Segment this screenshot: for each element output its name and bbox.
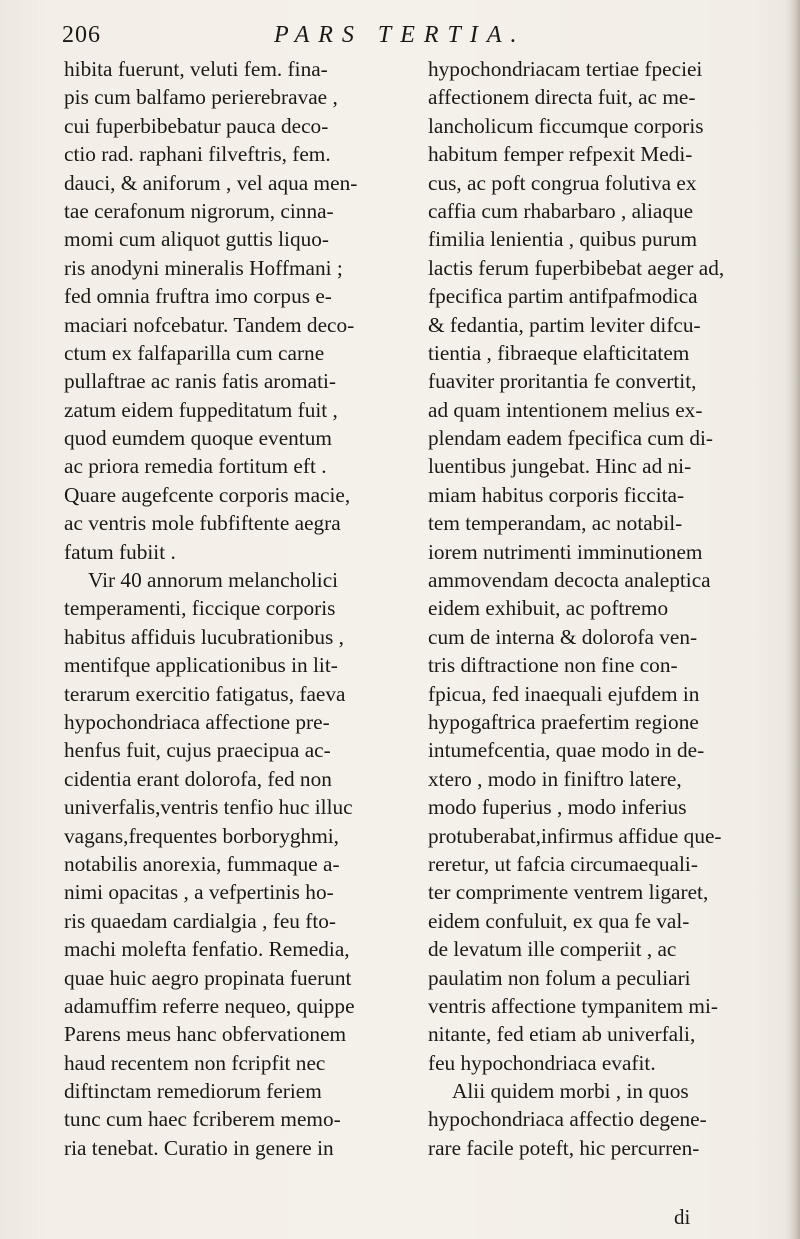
text-line: pullaftrae ac ranis fatis aromati- bbox=[64, 369, 336, 394]
catchword: di bbox=[674, 1205, 691, 1229]
text-line: tris diftractione non fine con- bbox=[428, 653, 678, 678]
text-line: fpicua, fed inaequali ejufdem in bbox=[428, 681, 700, 706]
text-line: fatum fubiit . bbox=[64, 539, 176, 564]
text-line: habitum femper refpexit Medi- bbox=[428, 142, 693, 167]
text-line: rare facile poteft, hic percurren- bbox=[428, 1135, 700, 1160]
text-line: lancholicum ficcumque corporis bbox=[428, 113, 704, 138]
text-line: fuaviter proritantia fe convertit, bbox=[428, 369, 697, 394]
text-line: cidentia erant dolorofa, fed non bbox=[64, 766, 332, 791]
text-line: fed omnia fruftra imo corpus e- bbox=[64, 284, 332, 309]
text-line: notabilis anorexia, fummaque a- bbox=[64, 851, 340, 876]
text-line: miam habitus corporis ficcita- bbox=[428, 482, 685, 507]
page-number: 206 bbox=[62, 22, 101, 48]
text-line: intumefcentia, quae modo in de- bbox=[428, 738, 705, 763]
text-line: ctum ex falfaparilla cum carne bbox=[64, 340, 325, 365]
text-line: reretur, ut fafcia circumaequali- bbox=[428, 851, 698, 876]
text-line: ac priora remedia fortitum eft . bbox=[64, 454, 327, 479]
text-line: dauci, & aniforum , vel aqua men- bbox=[64, 170, 358, 195]
text-line: hypochondriaca affectio degene- bbox=[428, 1107, 707, 1132]
text-line: lactis ferum fuperbibebat aeger ad, bbox=[428, 255, 725, 280]
text-line: eidem confuluit, ex qua fe val- bbox=[428, 908, 690, 933]
left-column bbox=[64, 55, 404, 1162]
text-line: eidem exhibuit, ac poftremo bbox=[428, 596, 669, 621]
text-line: iorem nutrimenti imminutionem bbox=[428, 539, 703, 564]
text-line: plendam eadem fpecifica cum di- bbox=[428, 426, 714, 451]
text-line: Quare augefcente corporis macie, bbox=[64, 482, 351, 507]
right-column bbox=[428, 55, 780, 1162]
text-line: henfus fuit, cujus praecipua ac- bbox=[64, 738, 331, 763]
text-line: protuberabat,infirmus affidue que- bbox=[428, 823, 722, 848]
text-line: Parens meus hanc obfervationem bbox=[64, 1022, 347, 1047]
text-line: temperamenti, ficcique corporis bbox=[64, 596, 336, 621]
text-line: diftinctam remediorum feriem bbox=[64, 1079, 322, 1104]
text-line: ris anodyni mineralis Hoffmani ; bbox=[64, 255, 343, 280]
text-line: hypogaftrica praefertim regione bbox=[428, 709, 699, 734]
text-line: ad quam intentionem melius ex- bbox=[428, 397, 703, 422]
text-line: ctio rad. raphani filveftris, fem. bbox=[64, 142, 331, 167]
text-line: affectionem directa fuit, ac me- bbox=[428, 85, 696, 110]
text-line: momi cum aliquot guttis liquo- bbox=[64, 227, 330, 252]
text-line: modo fuperius , modo inferius bbox=[428, 795, 687, 820]
text-line: nimi opacitas , a vefpertinis ho- bbox=[64, 880, 334, 905]
text-line: hypochondriaca affectione pre- bbox=[64, 709, 330, 734]
text-line: ris quaedam cardialgia , feu fto- bbox=[64, 908, 337, 933]
text-line: tunc cum haec fcriberem memo- bbox=[64, 1107, 341, 1132]
text-line: ammovendam decocta analeptica bbox=[428, 568, 711, 593]
text-line: ria tenebat. Curatio in genere in bbox=[64, 1135, 334, 1160]
text-line: cui fuperbibebatur pauca deco- bbox=[64, 113, 329, 138]
text-line: Alii quidem morbi , in quos bbox=[452, 1079, 689, 1104]
text-line: maciari nofcebatur. Tandem deco- bbox=[64, 312, 355, 337]
text-line: paulatim non folum a peculiari bbox=[428, 965, 691, 990]
text-line: de levatum ille comperiit , ac bbox=[428, 937, 677, 962]
text-line: tem temperandam, ac notabil- bbox=[428, 511, 683, 536]
text-line: hibita fuerunt, veluti fem. fina- bbox=[64, 57, 328, 81]
text-line: quod eumdem quoque eventum bbox=[64, 426, 332, 451]
running-head: PARS TERTIA. bbox=[274, 22, 526, 48]
text-line: ventris affectione tympanitem mi- bbox=[428, 993, 718, 1018]
text-line: zatum eidem fuppeditatum fuit , bbox=[64, 397, 338, 422]
page-header bbox=[62, 22, 752, 58]
text-line: cum de interna & dolorofa ven- bbox=[428, 624, 698, 649]
text-line: tae cerafonum nigrorum, cinna- bbox=[64, 198, 334, 223]
text-line: luentibus jungebat. Hinc ad ni- bbox=[428, 454, 692, 479]
text-line: adamuffim referre nequeo, quippe bbox=[64, 993, 355, 1018]
text-line: vagans,frequentes borboryghmi, bbox=[64, 823, 340, 848]
text-line: fpecifica partim antifpafmodica bbox=[428, 284, 698, 309]
text-line: ter comprimente ventrem ligaret, bbox=[428, 880, 709, 905]
text-line: tientia , fibraeque elafticitatem bbox=[428, 340, 690, 365]
text-line: pis cum balfamo perierebravae , bbox=[64, 85, 338, 110]
text-line: mentifque applicationibus in lit- bbox=[64, 653, 338, 678]
text-line: cus, ac poft congrua folutiva ex bbox=[428, 170, 697, 195]
text-line: xtero , modo in finiftro latere, bbox=[428, 766, 682, 791]
text-line: caffia cum rhabarbaro , aliaque bbox=[428, 198, 694, 223]
text-line: quae huic aegro propinata fuerunt bbox=[64, 965, 352, 990]
text-line: univerfalis,ventris tenfio huc illuc bbox=[64, 795, 353, 820]
text-line: habitus affiduis lucubrationibus , bbox=[64, 624, 344, 649]
text-line: machi molefta fenfatio. Remedia, bbox=[64, 937, 350, 962]
text-line: ac ventris mole fubfiftente aegra bbox=[64, 511, 341, 536]
text-line: Vir 40 annorum melancholici bbox=[88, 568, 339, 593]
text-line: terarum exercitio fatigatus, faeva bbox=[64, 681, 346, 706]
text-line: fimilia lenientia , quibus purum bbox=[428, 227, 698, 252]
text-line: feu hypochondriaca evafit. bbox=[428, 1050, 656, 1075]
text-line: nitante, fed etiam ab univerfali, bbox=[428, 1022, 696, 1047]
text-line: & fedantia, partim leviter difcu- bbox=[428, 312, 701, 337]
text-line: haud recentem non fcripfit nec bbox=[64, 1050, 326, 1075]
text-line: hypochondriacam tertiae fpeciei bbox=[428, 57, 703, 81]
page-edge-shadow bbox=[786, 0, 800, 1239]
